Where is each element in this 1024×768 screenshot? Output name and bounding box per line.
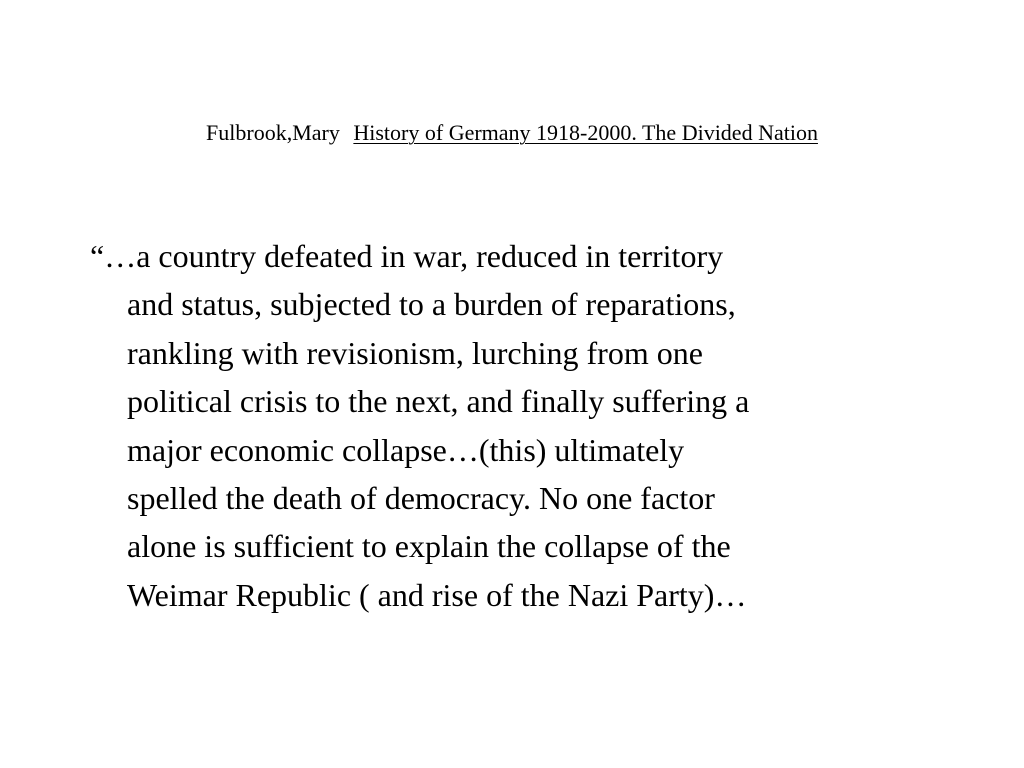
citation-heading — [0, 118, 1024, 148]
quote-line: spelled the death of democracy. No one factor — [127, 480, 715, 517]
quote-line: major economic collapse…(this) ultimately — [127, 431, 685, 468]
quote-line: and status, subjected to a burden of reparations, — [127, 286, 736, 323]
quote-line: rankling with revisionism, lurching from one — [127, 334, 703, 371]
author-name: Fulbrook,Mary — [206, 120, 340, 145]
quote-line: alone is sufficient to explain the collapse of the — [127, 528, 731, 565]
quote-line: political crisis to the next, and finally suffering a — [127, 383, 750, 420]
book-title: History of Germany 1918-2000. The Divided Nation — [353, 120, 818, 145]
quote-line: Weimar Republic ( and rise of the Nazi Party)… — [127, 576, 747, 613]
quote-line: “…a country defeated in war, reduced in territory — [90, 238, 724, 274]
quote-block — [90, 232, 920, 619]
